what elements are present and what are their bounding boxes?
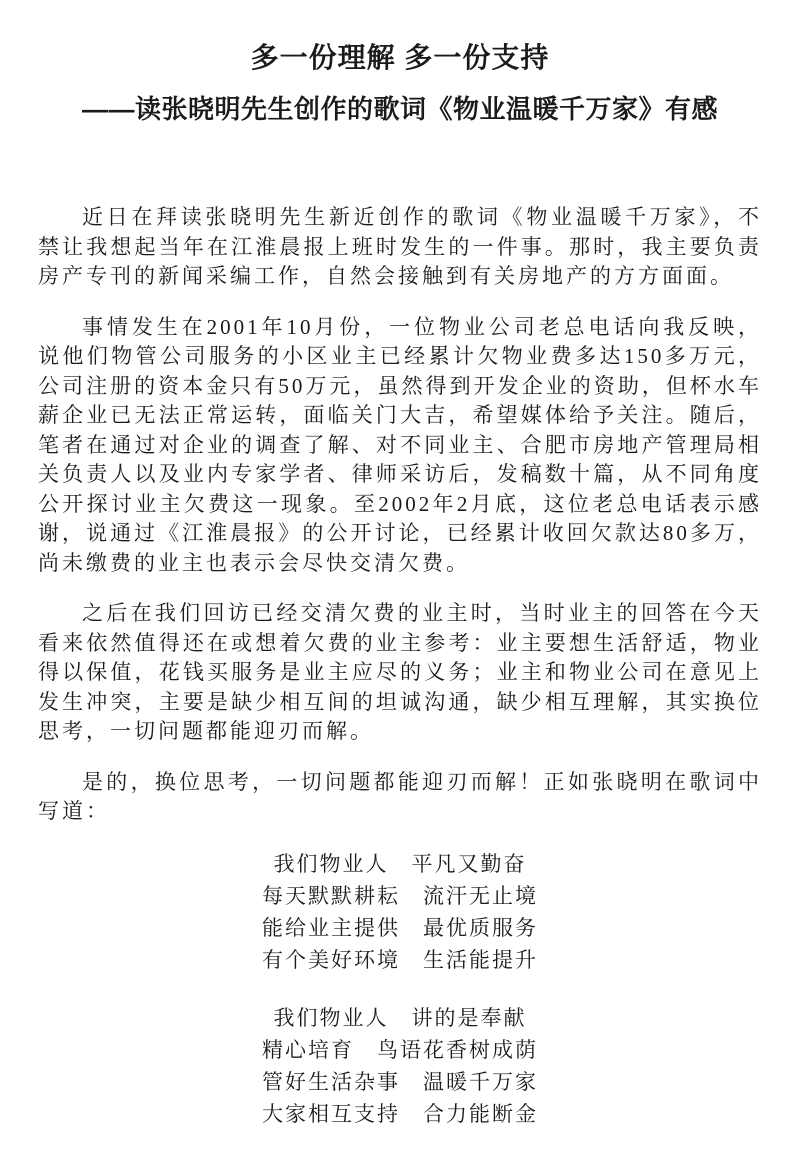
document-body (38, 203, 762, 827)
document-subtitle: ——读张晓明先生创作的歌词《物业温暖千万家》有感 (81, 94, 718, 124)
lyrics-section (38, 848, 762, 1130)
paragraph-reflection: 之后在我们回访已经交清欠费的业主时，当时业主的回答在今天看来依然值得还在或想着欠费的业主参考：业主要想生活舒适，物业得以保值，花钱买服务是业主应尽的义务；业主和物业公司在意见上发生冲突，主要是缺少相互间的坦诚沟通，缺少相互理解，其实换位思考，一切问题都能迎刃而解。 (38, 601, 762, 743)
lyrics-verse-1 (38, 848, 762, 976)
lyric-line: 管好生活杂事 温暖千万家 (262, 1069, 538, 1094)
lyric-line: 我们物业人 讲的是奉献 (273, 1005, 527, 1030)
paragraph-story: 事情发生在2001年10月份，一位物业公司老总电话向我反映，说他们物管公司服务的小区业主已经累计欠物业费多达150多万元，公司注册的资本金只有50万元，虽然得到开发企业的资助，但杯水车薪企业已无法正常运转，面临关门大吉，希望媒体给予关注。随后，笔者在通过对企业的调查了解、对不同业主、合肥市房地产管理局相关负责人以及业内专家学者、律师采访后，发稿数十篇，从不同角度公开探讨业主欠费这一现象。至2002年2月底，这位老总电话表示感谢，说通过《江淮晨报》的公开讨论，已经累计收回欠款达80多万，尚未缴费的业主也表示会尽快交清欠费。 (38, 314, 762, 575)
paragraph-intro: 近日在拜读张晓明先生新近创作的歌词《物业温暖千万家》，不禁让我想起当年在江淮晨报上班时发生的一件事。那时，我主要负责房产专刊的新闻采编工作，自然会接触到有关房地产的方方面面。 (38, 205, 762, 288)
lyrics-verse-2 (38, 1002, 762, 1130)
lyric-line: 精心培育 鸟语花香树成荫 (262, 1037, 538, 1062)
lyric-line: 我们物业人 平凡又勤奋 (273, 851, 527, 876)
lyric-line: 能给业主提供 最优质服务 (262, 915, 538, 940)
document-title: 多一份理解 多一份支持 (250, 42, 550, 73)
paragraph-lead-in: 是的，换位思考，一切问题都能迎刃而解！正如张晓明在歌词中写道： (38, 769, 762, 823)
lyric-line: 每天默默耕耘 流汗无止境 (262, 883, 538, 908)
lyric-line: 有个美好环境 生活能提升 (262, 947, 538, 972)
lyric-line: 大家相互支持 合力能断金 (262, 1101, 538, 1126)
